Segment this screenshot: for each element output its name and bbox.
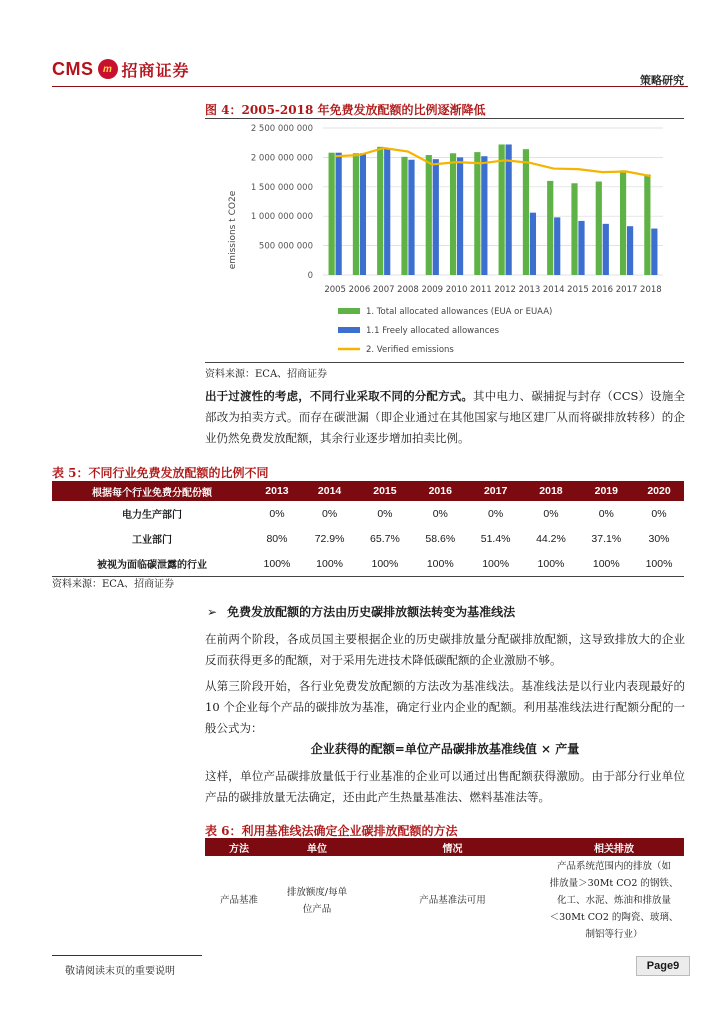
table6-unit-cell bbox=[273, 856, 361, 945]
chart-bar bbox=[426, 155, 432, 275]
table5-header-cell: 2018 bbox=[523, 481, 578, 501]
chart-bar bbox=[627, 226, 633, 275]
table6-header-cell: 情况 bbox=[361, 838, 544, 856]
logo-mark-icon bbox=[98, 59, 118, 79]
table5-cell: 0% bbox=[269, 507, 285, 520]
table6-emission-cell bbox=[544, 856, 684, 945]
table6-situation-cell: 产品基准法可用 bbox=[419, 895, 486, 906]
chart-bar bbox=[360, 153, 366, 275]
table6-header-cell: 相关排放 bbox=[544, 838, 684, 856]
bullet-arrow-icon: ➢ bbox=[207, 605, 218, 619]
header-divider bbox=[52, 86, 688, 87]
table5-cell: 0% bbox=[651, 507, 667, 520]
footer-divider bbox=[52, 955, 202, 956]
chart-x-tick-label: 2012 bbox=[494, 285, 516, 295]
chart-x-tick-label: 2018 bbox=[640, 285, 662, 295]
table5-cell: 30% bbox=[648, 532, 670, 545]
chart-x-tick-label: 2015 bbox=[567, 285, 589, 295]
table5-header-cell: 2016 bbox=[413, 481, 468, 501]
table-row bbox=[52, 551, 684, 577]
paragraph-lead: 出于过渡性的考虑，不同行业采取不同的分配方式。 bbox=[205, 389, 474, 403]
table5-cell: 100% bbox=[252, 551, 302, 577]
table5-cell: 0% bbox=[598, 507, 614, 520]
chart-x-tick-label: 2016 bbox=[591, 285, 614, 295]
chart-bar bbox=[596, 182, 602, 275]
logo-latin-text: CMS bbox=[52, 58, 94, 79]
chart-y-axis-label: emissions t CO2e bbox=[228, 190, 238, 270]
chart-x-tick-label: 2014 bbox=[542, 285, 565, 295]
table6-emission-line: ＜30Mt CO2 的陶瓷、玻璃、 bbox=[549, 912, 679, 923]
table6-unit-line: 排放额度/每单 bbox=[286, 886, 348, 898]
chart-x-tick-label: 2010 bbox=[445, 285, 468, 295]
chart-bar bbox=[523, 149, 529, 275]
chart-x-tick-label: 2006 bbox=[348, 285, 371, 295]
legend-swatch bbox=[338, 327, 360, 333]
table6-emission-line: 制铝等行业） bbox=[585, 929, 643, 940]
page-number: Page9 bbox=[636, 956, 690, 976]
figure4-top-rule bbox=[205, 118, 684, 119]
table-row bbox=[205, 856, 684, 945]
table5-cell: 58.6% bbox=[425, 532, 456, 545]
paragraph-body: 其中电力、碳捕捉与封存（CCS）设施全部改为拍卖方式。而存在碳泄漏（即企业通过在其他国家与地区建厂从而将碳排放转移）的企业仍然免费发放配额，其余行业逐步增加拍卖比例。 bbox=[205, 389, 685, 445]
table5-cell: 0% bbox=[488, 507, 504, 520]
legend-label: 2. Verified emissions bbox=[366, 345, 454, 355]
table6-method-cell: 产品基准 bbox=[219, 895, 258, 906]
chart-bar bbox=[547, 181, 553, 275]
section-heading bbox=[207, 603, 515, 620]
table6-emission-line: 产品系统范围内的排放（如 bbox=[556, 861, 671, 872]
table5-row-label: 电力生产部门 bbox=[122, 510, 182, 521]
chart-y-tick-label: 0 bbox=[307, 271, 313, 281]
chart-y-tick-label: 2 500 000 000 bbox=[250, 124, 313, 134]
chart-bar bbox=[474, 152, 480, 275]
figure4-bottom-rule bbox=[205, 362, 684, 363]
table6-emission-line: 排放量＞30Mt CO2 的钢铁、 bbox=[549, 878, 679, 889]
table6-emission-line: 化工、水泥、炼油和排放量 bbox=[556, 895, 671, 906]
table5-cell: 80% bbox=[266, 532, 288, 545]
table5-cell: 100% bbox=[357, 551, 412, 577]
footer-disclaimer-note: 敬请阅读末页的重要说明 bbox=[65, 966, 175, 977]
table5-header-cell: 2014 bbox=[302, 481, 357, 501]
legend-label: 1.1 Freely allocated allowances bbox=[366, 326, 500, 336]
chart-x-tick-labels bbox=[324, 285, 661, 295]
chart-bar bbox=[384, 148, 390, 275]
table5-row-label: 工业部门 bbox=[132, 535, 172, 546]
chart-bar bbox=[377, 147, 383, 275]
table5-title: 表 5：不同行业免费发放配额的比例不同 bbox=[52, 466, 269, 480]
table5-cell: 100% bbox=[302, 551, 357, 577]
allocation-formula: 企业获得的配额=单位产品碳排放基准线值 × 产量 bbox=[310, 742, 580, 756]
chart-x-tick-label: 2007 bbox=[372, 285, 395, 295]
chart-bar bbox=[506, 144, 512, 275]
chart-x-tick-label: 2009 bbox=[421, 285, 444, 295]
chart-x-tick-label: 2017 bbox=[615, 285, 638, 295]
chart-x-tick-label: 2008 bbox=[397, 285, 419, 295]
table6-header-row bbox=[205, 838, 684, 856]
chart-bar bbox=[329, 153, 335, 275]
section-heading-text: 免费发放配额的方法由历史碳排放额法转变为基准线法 bbox=[227, 605, 516, 619]
table6-title: 表 6：利用基准线法确定企业碳排放配额的方法 bbox=[205, 824, 458, 838]
chart-bar bbox=[651, 229, 657, 275]
table6-header-cell: 单位 bbox=[273, 838, 361, 856]
chart-y-tick-label: 500 000 000 bbox=[258, 241, 313, 252]
paragraph-incentive: 这样，单位产品碳排放量低于行业基准的企业可以通过出售配额获得激励。由于部分行业单位产品的碳排放量无法确定，还由此产生热量基准法、燃料基准法等。 bbox=[205, 769, 685, 804]
chart-bar bbox=[401, 157, 407, 275]
table5-cell: 51.4% bbox=[480, 532, 511, 545]
table5-source: 资料来源：ECA、招商证券 bbox=[52, 579, 175, 590]
table5-header-cell: 2013 bbox=[252, 481, 302, 501]
figure4-title: 图 4：2005-2018 年免费发放配额的比例逐渐降低 bbox=[205, 103, 486, 117]
chart-y-tick-label: 2 000 000 000 bbox=[250, 153, 313, 164]
chart-bar bbox=[336, 153, 342, 275]
chart-bars bbox=[329, 144, 658, 275]
table5-header-cell: 根据每个行业免费分配份额 bbox=[52, 481, 252, 501]
chart-bar bbox=[603, 224, 609, 275]
chart-bar bbox=[578, 221, 584, 275]
table-row bbox=[52, 501, 684, 526]
legend-swatch bbox=[338, 308, 360, 314]
chart-bar bbox=[353, 153, 359, 275]
paragraph-benchmark-method: 从第三阶段开始，各行业免费发放配额的方法改为基准线法。基准线法是以行业内表现最好的 10 个企业每个产品的碳排放为基准，确定行业内企业的配额。利用基准线法进行配额分配的一般公式为： bbox=[205, 679, 685, 735]
logo-mark-letter: m bbox=[103, 63, 112, 75]
table5-cell: 44.2% bbox=[536, 532, 566, 545]
chart-bar bbox=[620, 170, 626, 275]
chart-bar bbox=[457, 157, 463, 275]
paragraph-allocation-methods bbox=[205, 386, 685, 449]
chart-y-tick-label: 1 000 000 000 bbox=[250, 212, 313, 223]
chart-bar bbox=[644, 174, 650, 275]
table5-cell: 65.7% bbox=[370, 532, 400, 545]
chart-bar bbox=[571, 183, 577, 275]
table5-header-cell: 2020 bbox=[634, 481, 684, 501]
chart-bar bbox=[408, 160, 414, 275]
table5-cell: 72.9% bbox=[314, 532, 345, 545]
table6 bbox=[205, 838, 684, 945]
logo-chinese-text: 招商证券 bbox=[121, 60, 190, 80]
chart-legend bbox=[338, 307, 552, 355]
table5-cell: 0% bbox=[432, 507, 448, 520]
table5-cell: 37.1% bbox=[591, 532, 622, 545]
report-section-label: 策略研究 bbox=[640, 74, 684, 87]
chart-y-tick-labels bbox=[251, 124, 313, 281]
table5-cell: 100% bbox=[413, 551, 468, 577]
figure4-source: 资料来源：ECA、招商证券 bbox=[205, 369, 328, 380]
chart-bar bbox=[433, 159, 439, 275]
chart-bar bbox=[499, 144, 505, 275]
legend-label: 1. Total allocated allowances (EUA or EUAA) bbox=[366, 307, 553, 317]
table6-header-cell: 方法 bbox=[205, 838, 273, 856]
chart-y-tick-label: 1 500 000 000 bbox=[250, 182, 313, 193]
table5-cell: 100% bbox=[523, 551, 578, 577]
company-logo bbox=[52, 58, 190, 80]
table5-cell: 100% bbox=[468, 551, 523, 577]
table5-header-row bbox=[52, 481, 684, 501]
table5-cell: 0% bbox=[377, 507, 393, 520]
table5-cell: 0% bbox=[322, 507, 338, 520]
table5-cell: 100% bbox=[634, 551, 684, 577]
table5-header-cell: 2017 bbox=[468, 481, 523, 501]
table5-row-label: 被视为面临碳泄露的行业 bbox=[52, 551, 252, 577]
chart-bar bbox=[450, 153, 456, 275]
table5 bbox=[52, 481, 684, 577]
table6-unit-line: 位产品 bbox=[302, 903, 332, 915]
table5-cell: 100% bbox=[579, 551, 634, 577]
table5-header-cell: 2015 bbox=[357, 481, 412, 501]
table-row bbox=[52, 526, 684, 551]
table5-cell: 0% bbox=[543, 507, 559, 520]
chart-bar bbox=[530, 213, 536, 275]
paragraph-historical-method: 在前两个阶段，各成员国主要根据企业的历史碳排放量分配碳排放配额，这导致排放大的企业反而获得更多的配额，对于采用先进技术降低碳配额的企业激励不够。 bbox=[205, 632, 685, 667]
chart-x-tick-label: 2005 bbox=[324, 285, 346, 295]
chart-x-tick-label: 2013 bbox=[518, 285, 541, 295]
chart-bar bbox=[554, 217, 560, 275]
chart-x-tick-label: 2011 bbox=[470, 285, 492, 295]
chart-bar bbox=[481, 156, 487, 275]
table5-header-cell: 2019 bbox=[579, 481, 634, 501]
emissions-chart bbox=[205, 120, 685, 360]
